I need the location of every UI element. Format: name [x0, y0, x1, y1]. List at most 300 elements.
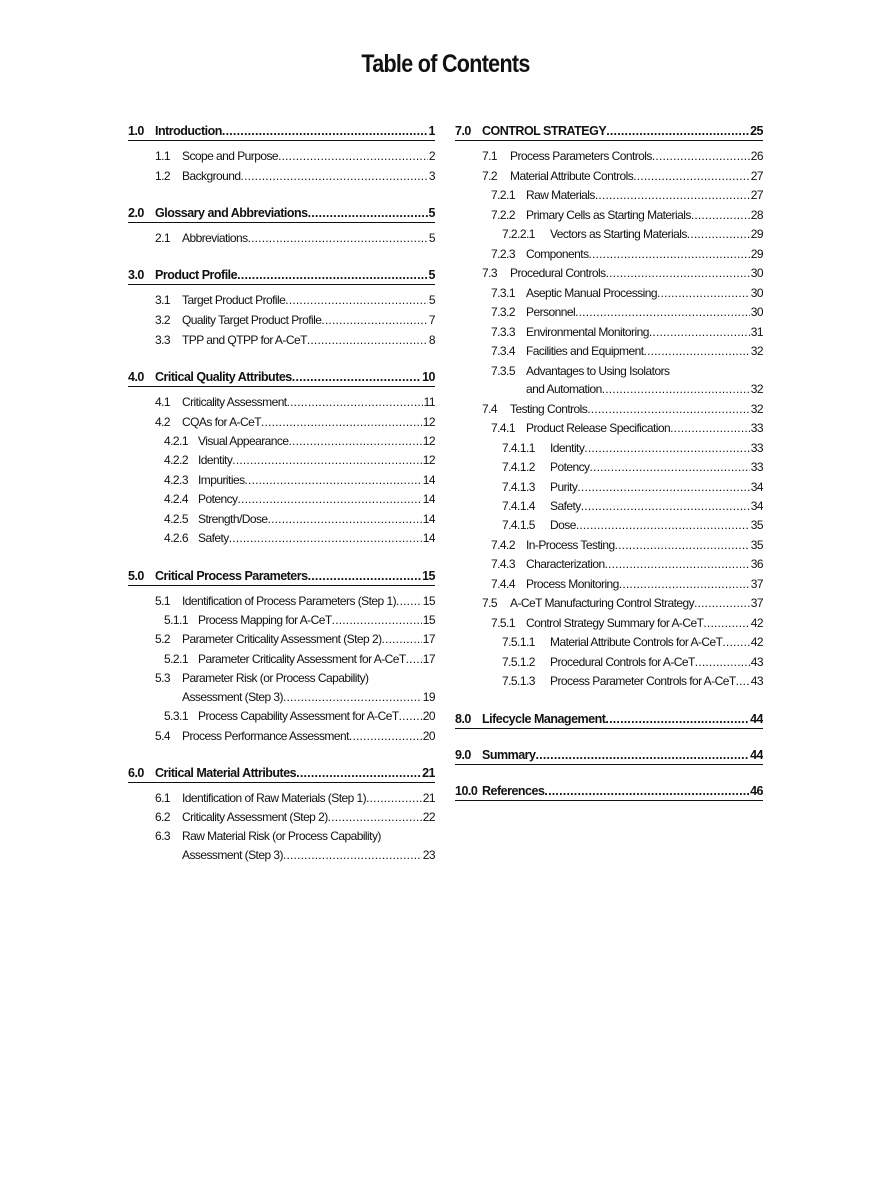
toc-entry-number: 7.2.2.1: [502, 227, 535, 241]
toc-subsection-entry[interactable]: [182, 848, 435, 862]
toc-entry-number: 7.5: [482, 596, 498, 610]
toc-entry-title: Process Monitoring: [526, 577, 619, 591]
toc-leader-dots: [722, 635, 749, 649]
toc-subsection-entry[interactable]: [482, 596, 763, 610]
toc-page-number: 44: [750, 712, 763, 726]
toc-entry-title: Critical Quality Attributes: [155, 370, 292, 384]
toc-section-entry[interactable]: [455, 784, 763, 801]
toc-entry-title: Process Parameter Controls for A-CeT: [550, 674, 736, 688]
toc-page-number: 23: [422, 848, 435, 862]
toc-subsection-entry[interactable]: [502, 441, 763, 455]
toc-page-number: 20: [422, 729, 435, 743]
toc-entry-title: Criticality Assessment: [182, 395, 287, 409]
toc-entry-number: 7.2.2: [491, 208, 515, 222]
toc-entry-number: 4.0: [128, 370, 144, 384]
toc-subsection-entry[interactable]: [482, 169, 763, 183]
toc-page-number: 27: [750, 188, 763, 202]
toc-page-number: 22: [422, 810, 435, 824]
toc-leader-dots: [649, 325, 750, 339]
toc-subsection-entry[interactable]: [164, 531, 435, 545]
toc-page-number: 14: [422, 512, 435, 526]
toc-page-number: 32: [750, 382, 763, 396]
toc-entry-title: Parameter Risk (or Process Capability): [182, 671, 369, 685]
toc-entry-title: Potency: [550, 460, 590, 474]
toc-subsection-entry[interactable]: [155, 671, 435, 685]
toc-leader-dots: [283, 690, 422, 704]
toc-subsection-entry[interactable]: [491, 344, 763, 358]
toc-entry-number: 7.3.2: [491, 305, 515, 319]
toc-leader-dots: [581, 499, 750, 513]
toc-entry-number: 7.3.1: [491, 286, 515, 300]
toc-leader-dots: [245, 473, 422, 487]
toc-entry-title: Primary Cells as Starting Materials: [526, 208, 691, 222]
toc-subsection-entry[interactable]: [155, 415, 435, 429]
toc-entry-number: 8.0: [455, 712, 471, 726]
toc-leader-dots: [261, 415, 422, 429]
toc-page-number: 12: [422, 415, 435, 429]
toc-page-number: 12: [422, 453, 435, 467]
toc-subsection-entry[interactable]: [164, 652, 435, 666]
toc-page-number: 27: [750, 169, 763, 183]
toc-subsection-entry[interactable]: [164, 512, 435, 526]
toc-entry-title: Process Parameters Controls: [510, 149, 652, 163]
toc-entry-title: Procedural Controls for A-CeT: [550, 655, 695, 669]
toc-entry-number: 7.1: [482, 149, 498, 163]
toc-page-number: 17: [422, 632, 435, 646]
toc-leader-dots: [268, 512, 422, 526]
toc-leader-dots: [307, 333, 428, 347]
toc-subsection-entry[interactable]: [182, 690, 435, 704]
toc-subsection-entry[interactable]: [491, 364, 763, 378]
toc-entry-title: Introduction: [155, 124, 222, 138]
toc-entry-number: 7.2.3: [491, 247, 515, 261]
toc-entry-number: 1.2: [155, 169, 171, 183]
toc-leader-dots: [296, 766, 421, 780]
toc-entry-number: 6.0: [128, 766, 144, 780]
toc-leader-dots: [544, 784, 749, 798]
toc-entry-number: 7.0: [455, 124, 471, 138]
toc-entry-title: Purity: [550, 480, 578, 494]
toc-entry-title: Critical Process Parameters: [155, 569, 308, 583]
toc-page-number: 33: [750, 421, 763, 435]
toc-entry-number: 1.1: [155, 149, 171, 163]
toc-entry-title: Identification of Process Parameters (Step 1): [182, 594, 397, 608]
toc-subsection-entry[interactable]: [155, 395, 435, 409]
toc-page-number: 31: [750, 325, 763, 339]
toc-leader-dots: [602, 382, 750, 396]
toc-entry-title: Assessment (Step 3): [182, 690, 283, 704]
toc-leader-dots: [619, 577, 750, 591]
toc-leader-dots: [396, 594, 422, 608]
toc-leader-dots: [287, 395, 423, 409]
toc-entry-number: 6.2: [155, 810, 171, 824]
toc-leader-dots: [590, 460, 750, 474]
toc-page-number: 3: [428, 169, 435, 183]
toc-subsection-entry[interactable]: [155, 632, 435, 646]
toc-entry-title: CQAs for A-CeT: [182, 415, 261, 429]
toc-page-number: 44: [750, 748, 763, 762]
toc-entry-number: 7.5.1: [491, 616, 515, 630]
toc-entry-title: Lifecycle Management: [482, 712, 606, 726]
toc-leader-dots: [595, 188, 750, 202]
toc-entry-number: 3.1: [155, 293, 171, 307]
toc-entry-title: Glossary and Abbreviations: [155, 206, 308, 220]
toc-page-number: 26: [750, 149, 763, 163]
toc-page-number: 5: [428, 206, 435, 220]
toc-subsection-entry[interactable]: [155, 810, 435, 824]
toc-entry-number: 10.0: [455, 784, 478, 798]
toc-leader-dots: [691, 208, 750, 222]
toc-entry-number: 7.4.1.3: [502, 480, 535, 494]
toc-page-number: 30: [750, 286, 763, 300]
toc-entry-title: Process Performance Assessment: [182, 729, 349, 743]
toc-entry-title: Safety: [198, 531, 229, 545]
toc-subsection-entry[interactable]: [502, 518, 763, 532]
toc-subsection-entry[interactable]: [491, 421, 763, 435]
toc-subsection-entry[interactable]: [155, 729, 435, 743]
toc-leader-dots: [605, 557, 750, 571]
toc-entry-number: 2.0: [128, 206, 144, 220]
toc-page-number: 43: [750, 655, 763, 669]
toc-page-number: 30: [750, 305, 763, 319]
toc-leader-dots: [332, 613, 422, 627]
toc-subsection-entry[interactable]: [155, 293, 435, 307]
toc-leader-dots: [237, 268, 427, 282]
toc-entry-title: Identity: [550, 441, 585, 455]
toc-page-number: 36: [750, 557, 763, 571]
toc-leader-dots: [703, 616, 749, 630]
toc-subsection-entry[interactable]: [155, 231, 435, 245]
toc-entry-number: 5.1.1: [164, 613, 188, 627]
toc-entry-title: Potency: [198, 492, 238, 506]
toc-page-number: 5: [428, 231, 435, 245]
toc-entry-number: 4.2.2: [164, 453, 188, 467]
toc-page-number: 12: [422, 434, 435, 448]
toc-page-number: 15: [422, 569, 435, 583]
toc-leader-dots: [657, 286, 750, 300]
toc-subsection-entry[interactable]: [502, 499, 763, 513]
toc-entry-number: 7.4.1.5: [502, 518, 535, 532]
toc-entry-number: 4.1: [155, 395, 171, 409]
toc-subsection-entry[interactable]: [502, 674, 763, 688]
toc-leader-dots: [289, 434, 422, 448]
toc-subsection-entry[interactable]: [502, 655, 763, 669]
toc-leader-dots: [285, 293, 428, 307]
toc-entry-title: Aseptic Manual Processing: [526, 286, 657, 300]
toc-page-number: 32: [750, 344, 763, 358]
toc-entry-title: Process Mapping for A-CeT: [198, 613, 332, 627]
toc-subsection-entry[interactable]: [155, 149, 435, 163]
toc-entry-title: Raw Materials: [526, 188, 595, 202]
toc-leader-dots: [615, 538, 750, 552]
toc-subsection-entry[interactable]: [491, 557, 763, 571]
toc-page-number: 25: [750, 124, 763, 138]
toc-subsection-entry[interactable]: [155, 829, 435, 843]
toc-entry-number: 7.3: [482, 266, 498, 280]
toc-entry-title: Summary: [482, 748, 536, 762]
toc-section-entry[interactable]: [128, 124, 435, 141]
toc-entry-title: Scope and Purpose: [182, 149, 279, 163]
toc-page-number: 32: [750, 402, 763, 416]
toc-subsection-entry[interactable]: [502, 227, 763, 241]
toc-entry-title: Material Attribute Controls: [510, 169, 634, 183]
page-title: Table of Contents: [361, 50, 530, 78]
toc-entry-number: 2.1: [155, 231, 171, 245]
toc-leader-dots: [283, 848, 422, 862]
toc-entry-title: References: [482, 784, 545, 798]
toc-entry-title: Assessment (Step 3): [182, 848, 283, 862]
toc-entry-title: In-Process Testing: [526, 538, 615, 552]
toc-subsection-entry[interactable]: [164, 453, 435, 467]
toc-subsection-entry[interactable]: [155, 791, 435, 805]
toc-entry-title: Criticality Assessment (Step 2): [182, 810, 328, 824]
toc-entry-title: Impurities: [198, 473, 245, 487]
toc-entry-number: 5.0: [128, 569, 144, 583]
toc-page-number: 37: [750, 596, 763, 610]
toc-entry-number: 7.4.1.4: [502, 499, 535, 513]
toc-leader-dots: [328, 810, 422, 824]
toc-leader-dots: [736, 674, 750, 688]
toc-entry-title: Abbreviations: [182, 231, 248, 245]
toc-entry-number: 7.4.1.1: [502, 441, 535, 455]
toc-subsection-entry[interactable]: [491, 305, 763, 319]
toc-entry-number: 7.2.1: [491, 188, 515, 202]
toc-entry-title: Identity: [198, 453, 233, 467]
toc-leader-dots: [321, 313, 428, 327]
toc-entry-title: Product Release Specification: [526, 421, 671, 435]
toc-entry-number: 7.2: [482, 169, 498, 183]
toc-page-number: 19: [422, 690, 435, 704]
toc-subsection-entry[interactable]: [491, 208, 763, 222]
toc-subsection-entry[interactable]: [502, 460, 763, 474]
toc-entry-title: Advantages to Using Isolators: [526, 364, 670, 378]
toc-entry-title: Environmental Monitoring: [526, 325, 649, 339]
toc-entry-number: 7.3.5: [491, 364, 515, 378]
toc-leader-dots: [576, 518, 750, 532]
toc-entry-title: Parameter Criticality Assessment for A-CeT: [198, 652, 406, 666]
toc-entry-title: Characterization: [526, 557, 605, 571]
toc-entry-title: Safety: [550, 499, 581, 513]
toc-entry-number: 5.3.1: [164, 709, 188, 723]
toc-page-number: 14: [422, 473, 435, 487]
toc-entry-title: Testing Controls: [510, 402, 588, 416]
toc-entry-number: 5.2: [155, 632, 171, 646]
toc-leader-dots: [577, 480, 749, 494]
toc-entry-number: 7.4.1.2: [502, 460, 535, 474]
toc-leader-dots: [606, 266, 750, 280]
toc-subsection-entry[interactable]: [482, 402, 763, 416]
toc-page-number: 33: [750, 441, 763, 455]
toc-entry-number: 4.2.6: [164, 531, 188, 545]
toc-entry-number: 3.3: [155, 333, 171, 347]
toc-leader-dots: [606, 124, 749, 138]
toc-page-number: 29: [750, 227, 763, 241]
toc-entry-title: Background: [182, 169, 241, 183]
toc-page-number: 7: [428, 313, 435, 327]
toc-leader-dots: [406, 652, 422, 666]
toc-entry-title: Visual Appearance: [198, 434, 289, 448]
toc-entry-title: and Automation: [526, 382, 602, 396]
toc-entry-title: Product Profile: [155, 268, 238, 282]
toc-leader-dots: [535, 748, 749, 762]
toc-entry-title: Dose: [550, 518, 576, 532]
toc-section-entry[interactable]: [455, 748, 763, 765]
toc-section-entry[interactable]: [128, 268, 435, 285]
toc-page-number: 42: [750, 635, 763, 649]
toc-page-number: 33: [750, 460, 763, 474]
toc-subsection-entry[interactable]: [164, 492, 435, 506]
toc-page-number: 10: [422, 370, 435, 384]
toc-subsection-entry[interactable]: [164, 613, 435, 627]
toc-leader-dots: [605, 712, 749, 726]
toc-leader-dots: [308, 569, 422, 583]
toc-entry-title: Personnel: [526, 305, 576, 319]
toc-entry-title: Process Capability Assessment for A-CeT: [198, 709, 399, 723]
toc-entry-number: 7.4.3: [491, 557, 515, 571]
toc-entry-number: 7.4: [482, 402, 498, 416]
toc-page-number: 1: [428, 124, 435, 138]
toc-leader-dots: [229, 531, 422, 545]
toc-entry-number: 4.2.4: [164, 492, 188, 506]
toc-leader-dots: [382, 632, 422, 646]
toc-page-number: 34: [750, 480, 763, 494]
toc-subsection-entry[interactable]: [491, 286, 763, 300]
toc-leader-dots: [575, 305, 750, 319]
toc-entry-number: 1.0: [128, 124, 144, 138]
toc-entry-number: 6.1: [155, 791, 171, 805]
toc-entry-number: 7.4.1: [491, 421, 515, 435]
toc-page-number: 34: [750, 499, 763, 513]
toc-subsection-entry[interactable]: [491, 188, 763, 202]
toc-entry-number: 7.5.1.2: [502, 655, 535, 669]
toc-subsection-entry[interactable]: [164, 473, 435, 487]
toc-subsection-entry[interactable]: [491, 247, 763, 261]
toc-leader-dots: [633, 169, 750, 183]
toc-entry-number: 3.0: [128, 268, 144, 282]
toc-entry-title: Material Attribute Controls for A-CeT: [550, 635, 723, 649]
toc-leader-dots: [241, 169, 428, 183]
toc-page-number: 2: [428, 149, 435, 163]
toc-entry-number: 7.3.3: [491, 325, 515, 339]
toc-page-number: 15: [422, 594, 435, 608]
toc-page-number: 17: [422, 652, 435, 666]
toc-subsection-entry[interactable]: [155, 169, 435, 183]
toc-leader-dots: [399, 709, 422, 723]
toc-leader-dots: [238, 492, 422, 506]
toc-entry-number: 3.2: [155, 313, 171, 327]
toc-entry-title: Control Strategy Summary for A-CeT: [526, 616, 704, 630]
toc-entry-number: 5.4: [155, 729, 171, 743]
toc-entry-number: 6.3: [155, 829, 171, 843]
toc-entry-title: Procedural Controls: [510, 266, 606, 280]
toc-entry-number: 7.3.4: [491, 344, 515, 358]
toc-page-number: 5: [428, 293, 435, 307]
toc-entry-number: 7.5.1.3: [502, 674, 535, 688]
toc-section-entry[interactable]: [128, 370, 435, 387]
toc-section-entry[interactable]: [455, 712, 763, 729]
toc-leader-dots: [278, 149, 428, 163]
toc-subsection-entry[interactable]: [164, 709, 435, 723]
toc-leader-dots: [687, 227, 750, 241]
toc-entry-number: 4.2: [155, 415, 171, 429]
toc-entry-title: Components: [526, 247, 589, 261]
toc-leader-dots: [232, 453, 421, 467]
toc-entry-title: Vectors as Starting Materials: [550, 227, 687, 241]
toc-entry-title: Facilities and Equipment: [526, 344, 644, 358]
toc-entry-number: 7.4.2: [491, 538, 515, 552]
toc-subsection-entry[interactable]: [482, 149, 763, 163]
toc-entry-title: CONTROL STRATEGY: [482, 124, 607, 138]
toc-page-number: 21: [422, 766, 435, 780]
toc-entry-number: 5.1: [155, 594, 171, 608]
toc-page-number: 15: [422, 613, 435, 627]
toc-entry-number: 7.4.4: [491, 577, 515, 591]
toc-subsection-entry[interactable]: [491, 325, 763, 339]
toc-subsection-entry[interactable]: [491, 538, 763, 552]
toc-entry-title: Strength/Dose: [198, 512, 268, 526]
toc-page-number: 14: [422, 531, 435, 545]
toc-entry-title: Parameter Criticality Assessment (Step 2): [182, 632, 382, 646]
toc-section-entry[interactable]: [455, 124, 763, 141]
toc-subsection-entry[interactable]: [164, 434, 435, 448]
toc-section-entry[interactable]: [128, 766, 435, 783]
toc-leader-dots: [695, 655, 750, 669]
toc-subsection-entry[interactable]: [526, 382, 763, 396]
toc-subsection-entry[interactable]: [502, 635, 763, 649]
toc-page-number: 14: [422, 492, 435, 506]
toc-entry-number: 4.2.1: [164, 434, 188, 448]
toc-subsection-entry[interactable]: [491, 577, 763, 591]
toc-entry-title: Target Product Profile: [182, 293, 286, 307]
toc-leader-dots: [222, 124, 428, 138]
toc-subsection-entry[interactable]: [155, 594, 435, 608]
toc-page-number: 35: [750, 518, 763, 532]
toc-page-number: 35: [750, 538, 763, 552]
toc-section-entry[interactable]: [128, 569, 435, 586]
toc-leader-dots: [349, 729, 422, 743]
toc-page-number: 11: [423, 395, 435, 409]
toc-page-number: 28: [750, 208, 763, 222]
toc-entry-title: TPP and QTPP for A-CeT: [182, 333, 307, 347]
toc-subsection-entry[interactable]: [155, 313, 435, 327]
toc-page-number: 43: [750, 674, 763, 688]
toc-leader-dots: [589, 247, 750, 261]
toc-subsection-entry[interactable]: [502, 480, 763, 494]
toc-leader-dots: [366, 791, 422, 805]
toc-entry-number: 4.2.5: [164, 512, 188, 526]
toc-page-number: 37: [750, 577, 763, 591]
toc-leader-dots: [292, 370, 421, 384]
toc-entry-number: 5.3: [155, 671, 171, 685]
toc-subsection-entry[interactable]: [482, 266, 763, 280]
toc-page-number: 46: [750, 784, 763, 798]
toc-entry-number: 7.5.1.1: [502, 635, 535, 649]
toc-entry-title: Raw Material Risk (or Process Capability): [182, 829, 381, 843]
toc-entry-number: 9.0: [455, 748, 471, 762]
toc-leader-dots: [308, 206, 428, 220]
toc-page-number: 42: [750, 616, 763, 630]
toc-entry-title: Critical Material Attributes: [155, 766, 297, 780]
toc-page-number: 20: [422, 709, 435, 723]
toc-leader-dots: [694, 596, 750, 610]
toc-leader-dots: [644, 344, 750, 358]
toc-entry-number: 5.2.1: [164, 652, 188, 666]
toc-subsection-entry[interactable]: [491, 616, 763, 630]
toc-leader-dots: [584, 441, 749, 455]
toc-subsection-entry[interactable]: [155, 333, 435, 347]
toc-section-entry[interactable]: [128, 206, 435, 223]
toc-leader-dots: [652, 149, 750, 163]
